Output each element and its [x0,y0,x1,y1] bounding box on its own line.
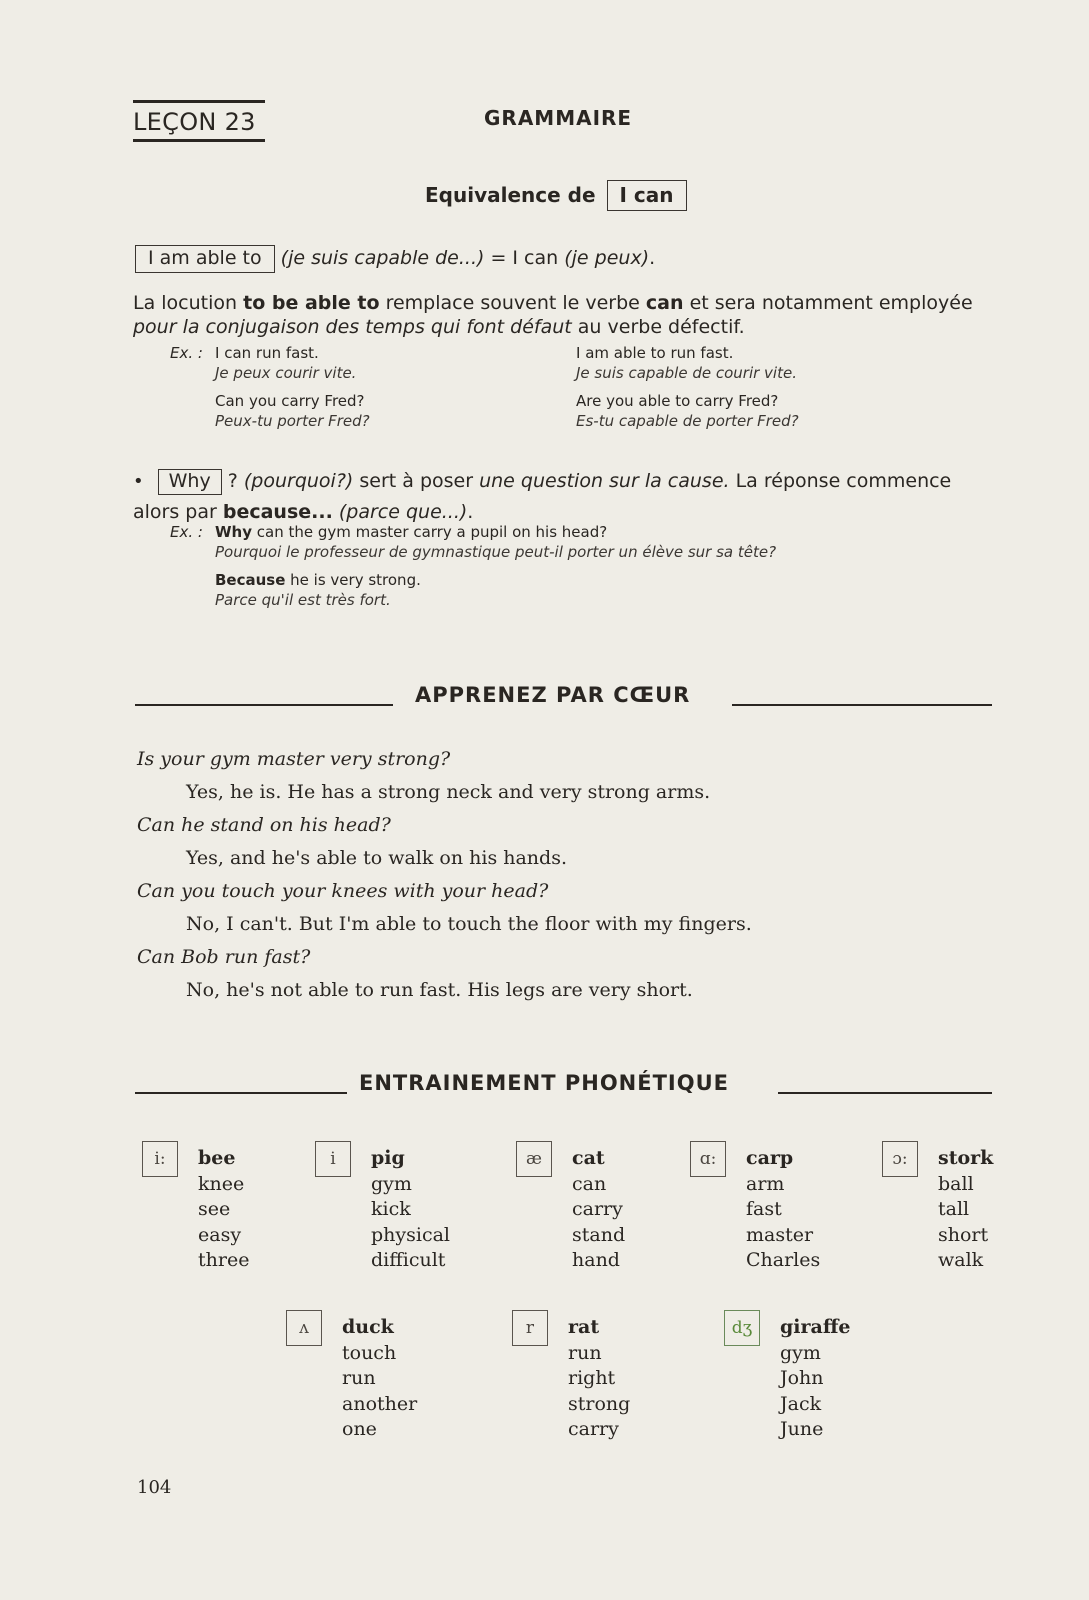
para-italic: (pourquoi?) [243,470,354,492]
rule-left [135,1092,347,1094]
equivalence-line [135,245,655,273]
paragraph-why [133,466,1003,527]
phonetic-word: John [780,1367,824,1389]
para-text: remplace souvent le verbe [379,292,646,314]
phonetic-word: fast [746,1198,782,1220]
ex-label-text: Ex. : [170,344,203,362]
para-text: alors par [133,501,223,523]
phonetic-word: ball [938,1172,974,1195]
dialogue-question: Is your gym master very strong? [137,748,451,770]
example-en: I am able to run fast. [576,344,734,362]
phonetic-word: giraffe [780,1316,851,1338]
lesson-title: LEÇON 23 [133,100,265,142]
phonetic-word: rat [568,1316,600,1338]
phonetic-word: short [938,1223,989,1246]
section-title-learn: APPRENEZ PAR CŒUR [415,683,691,707]
rule-right [778,1092,992,1094]
equivalence-line-fr: (je suis capable de...) [280,247,485,269]
boxed-i-can: I can [607,180,687,211]
phonetic-word-list [572,1146,625,1274]
example-fr: Peux-tu porter Fred? [215,412,370,430]
phonetic-word: difficult [371,1249,446,1271]
para-text: . [467,501,474,523]
phonetic-symbol: ɔ: [882,1141,918,1177]
phonetic-word: hand [572,1249,620,1271]
para-text: La réponse commence [729,470,952,492]
dialogue-answer: No, he's not able to run fast. His legs are very short. [186,979,693,1001]
phonetic-symbol: i: [142,1141,178,1177]
phonetic-word: strong [568,1392,631,1415]
bullet: • [133,471,144,492]
para-italic: pour la conjugaison des temps qui font défaut [133,316,572,338]
para-text: La locution [133,292,244,314]
phonetic-word: kick [371,1198,411,1220]
phonetic-word: June [780,1418,824,1440]
phonetic-word: bee [198,1147,236,1169]
ex-label-text: Ex. : [170,523,203,541]
examples-why [215,522,975,610]
example-fr: Je suis capable de courir vite. [576,364,797,382]
example-fr: Es-tu capable de porter Fred? [576,412,799,430]
example-bold: Why [215,523,253,541]
examples-left [215,343,545,431]
phonetic-word-list [568,1315,630,1443]
equivalence-line-fr2: (je peux) [564,247,650,269]
example-text: can the gym master carry a pupil on his head? [252,523,608,541]
phonetic-symbol: ʌ [286,1310,322,1346]
dialogue-answer: Yes, he is. He has a strong neck and very strong arms. [186,781,711,803]
page-number: 104 [137,1477,172,1498]
dialogue-question: Can you touch your knees with your head? [137,880,549,902]
boxed-why: Why [158,469,222,495]
phonetic-symbol: r [512,1310,548,1346]
example-text: he is very strong. [285,571,421,589]
example-en [215,570,975,590]
phonetic-symbol: æ [516,1141,552,1177]
phonetic-word: run [568,1341,602,1364]
para-bold: can [645,292,684,314]
examples-right [576,343,976,431]
example-fr: Parce qu'il est très fort. [215,591,391,609]
rule-left [135,704,393,706]
phonetic-symbol: dʒ [724,1310,760,1346]
para-text: et sera notamment employée [683,292,973,314]
boxed-i-am-able-to: I am able to [135,245,275,273]
equivalence-title-text: Equivalence de [425,183,596,207]
phonetic-word: tall [938,1198,970,1220]
para-italic: une question sur la cause. [479,470,730,492]
equivalence-title [425,180,687,211]
phonetic-word-list [198,1146,249,1274]
example-en: Can you carry Fred? [215,392,365,410]
phonetic-word: right [568,1367,616,1389]
phonetic-word: carry [568,1418,619,1440]
phonetic-word-list [371,1146,450,1274]
dialogue-answer: Yes, and he's able to walk on his hands. [186,847,567,869]
phonetic-word: one [342,1418,377,1440]
phonetic-word: stand [572,1223,626,1246]
phonetic-word: carp [746,1147,794,1169]
phonetic-word: walk [938,1249,984,1271]
phonetic-word: master [746,1223,814,1246]
para-bold: to be able to [243,292,380,314]
example-label [170,522,203,542]
phonetic-symbol: i [315,1141,351,1177]
phonetic-word: physical [371,1223,451,1246]
phonetic-word: arm [746,1172,785,1195]
phonetic-word: three [198,1249,250,1271]
para-italic: (parce que...) [338,501,468,523]
phonetic-word: another [342,1392,418,1415]
dialogue-answer: No, I can't. But I'm able to touch the floor with my fingers. [186,913,752,935]
example-label [170,343,203,363]
phonetic-word: gym [371,1172,412,1195]
phonetic-word-list [746,1146,820,1274]
phonetic-word: run [342,1367,376,1389]
rule-right [732,704,992,706]
phonetic-word: carry [572,1198,623,1220]
example-en [215,522,975,542]
equivalence-line-end: . [649,247,656,269]
phonetic-word: stork [938,1147,994,1169]
section-title-grammaire: GRAMMAIRE [484,106,633,130]
phonetic-word: touch [342,1341,397,1364]
phonetic-symbol: ɑ: [690,1141,726,1177]
para-text: sert à poser [353,470,480,492]
equivalence-line-eq: = I can [484,247,565,269]
phonetic-word: cat [572,1147,605,1169]
para-text: au verbe défectif. [571,316,745,338]
para-text: ? [221,470,244,492]
phonetic-word-list [938,1146,993,1274]
phonetic-word-list [780,1315,851,1443]
dialogue-question: Can Bob run fast? [137,946,311,968]
phonetic-word-list [342,1315,417,1443]
dialogue-question: Can he stand on his head? [137,814,391,836]
example-fr: Je peux courir vite. [215,364,357,382]
phonetic-word: see [198,1198,231,1220]
para-bold: because... [222,501,333,523]
paragraph-locution [133,291,993,339]
phonetic-word: gym [780,1341,821,1364]
example-bold: Because [215,571,286,589]
example-fr: Pourquoi le professeur de gymnastique peut-il porter un élève sur sa tête? [215,543,777,561]
phonetic-word: Charles [746,1249,821,1271]
example-en: I can run fast. [215,344,319,362]
example-en: Are you able to carry Fred? [576,392,779,410]
phonetic-word: knee [198,1172,245,1195]
phonetic-word: pig [371,1147,405,1169]
phonetic-word: can [572,1172,607,1195]
phonetic-word: easy [198,1223,242,1246]
phonetic-word: duck [342,1316,394,1338]
section-title-phonetics: ENTRAINEMENT PHONÉTIQUE [359,1071,729,1095]
phonetic-word: Jack [780,1392,822,1415]
